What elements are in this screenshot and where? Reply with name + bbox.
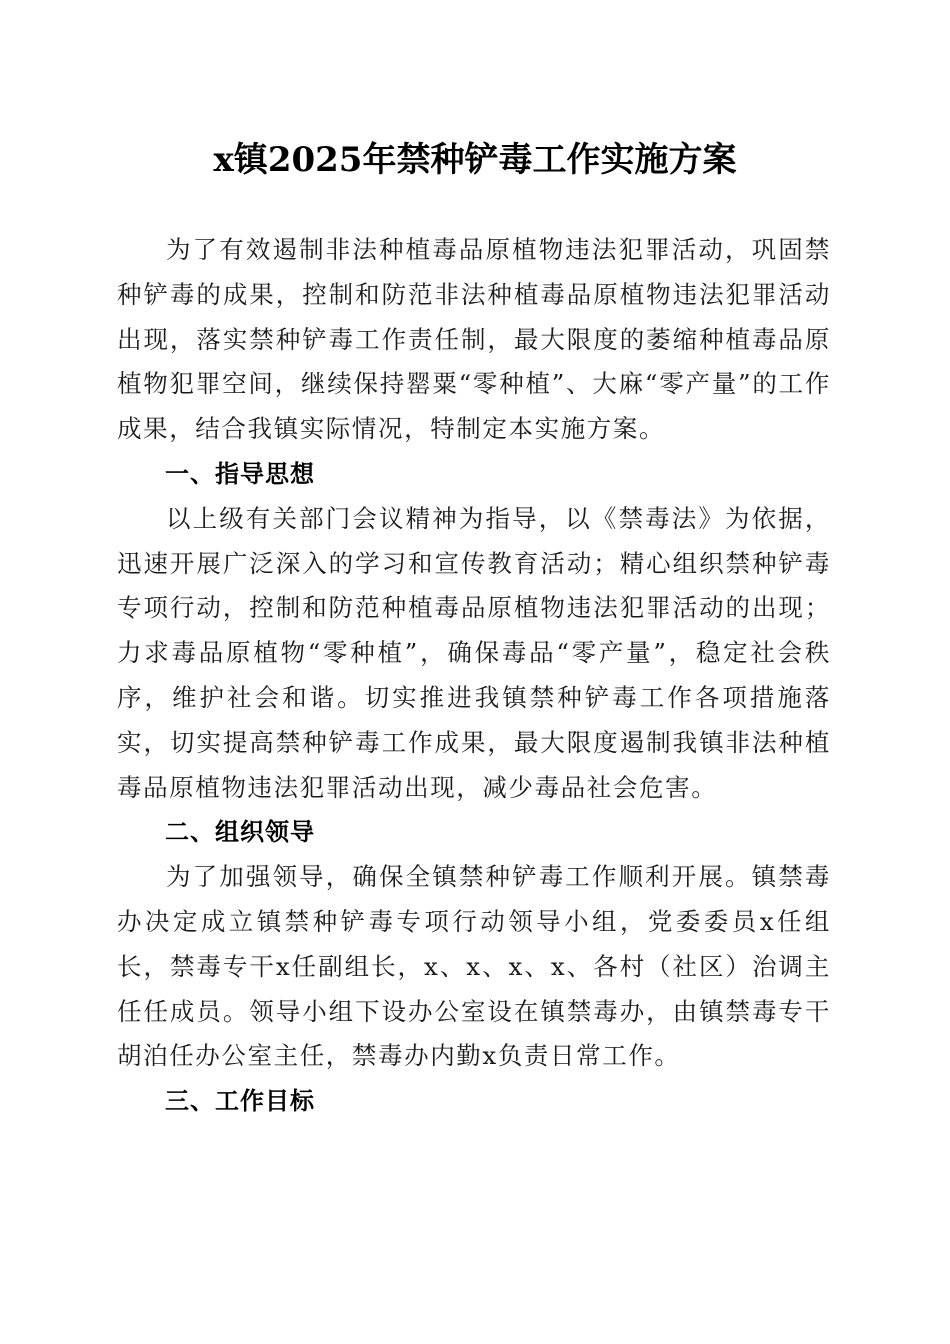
document-title: x镇2025年禁种铲毒工作实施方案 — [213, 140, 737, 180]
section-paragraph-organization-leadership: 为了加强领导，确保全镇禁种铲毒工作顺利开展。镇禁毒办决定成立镇禁种铲毒专项行动领导小组，党委委员x任组长，禁毒专干x任副组长，x、x、x、x、各村（社区）治调主任任成员。领导小组下设办公室设在镇禁毒办，由镇禁毒专干胡泊任办公室主任，禁毒办内勤x负责日常工作。 — [117, 862, 831, 1071]
section-heading-organization-leadership: 二、组织领导 — [165, 818, 315, 847]
section-heading-work-goals: 三、工作目标 — [165, 1087, 315, 1116]
intro-paragraph: 为了有效遏制非法种植毒品原植物违法犯罪活动，巩固禁种铲毒的成果，控制和防范非法种植毒品原植物违法犯罪活动出现，落实禁种铲毒工作责任制，最大限度的萎缩种植毒品原植物犯罪空间，继续保持罂粟“零种植”、大麻“零产量”的工作成果，结合我镇实际情况，特制定本实施方案。 — [117, 235, 831, 444]
section-heading-guiding-ideology: 一、指导思想 — [165, 459, 315, 488]
document-body — [117, 228, 831, 1124]
section-paragraph-guiding-ideology: 以上级有关部门会议精神为指导，以《禁毒法》为依据，迅速开展广泛深入的学习和宣传教育活动；精心组织禁种铲毒专项行动，控制和防范种植毒品原植物违法犯罪活动的出现；力求毒品原植物“零种植”，确保毒品“零产量”，稳定社会秩序，维护社会和谐。切实推进我镇禁种铲毒工作各项措施落实，切实提高禁种铲毒工作成果，最大限度遏制我镇非法种植毒品原植物违法犯罪活动出现，减少毒品社会危害。 — [117, 503, 831, 802]
